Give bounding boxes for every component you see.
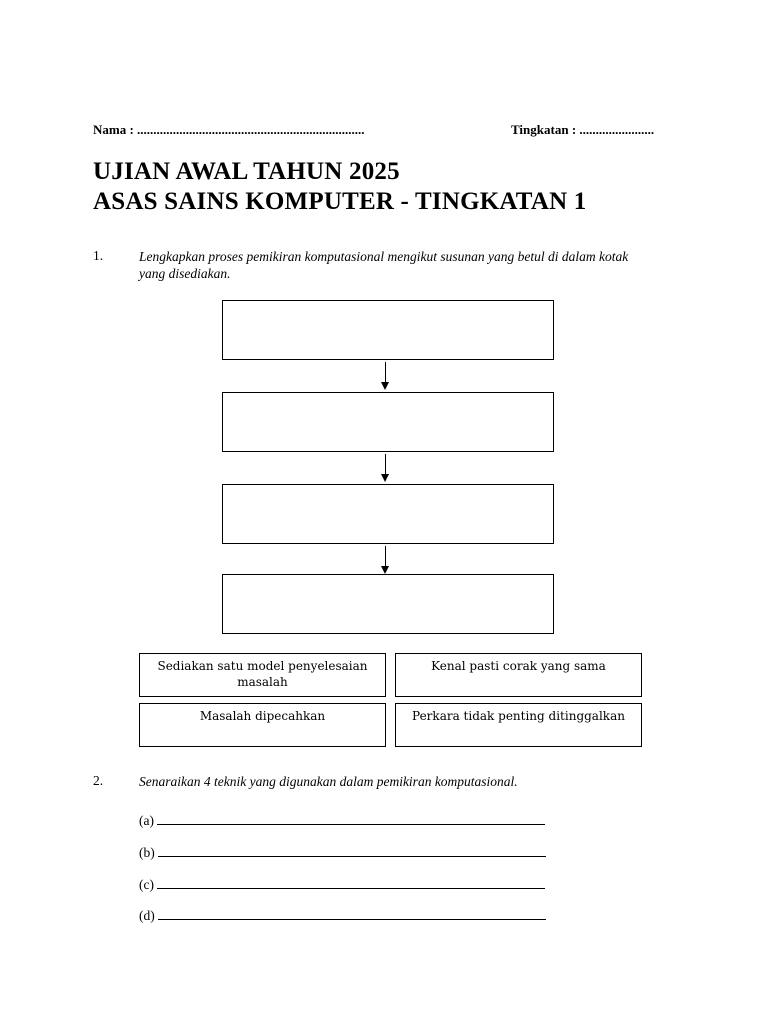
answer-label-b: (b) (139, 845, 155, 860)
option-box-decomposition: Masalah dipecahkan (139, 703, 386, 747)
question-1-text-line-2: yang disediakan. (139, 266, 231, 281)
answer-label-c: (c) (139, 877, 154, 892)
down-arrow-icon (385, 546, 386, 568)
form-field-label: Tingkatan : ....................... (511, 122, 655, 137)
down-arrow-icon (385, 362, 386, 384)
answer-blank-c[interactable] (157, 876, 545, 889)
question-2-text: Senaraikan 4 teknik yang digunakan dalam pemikiran komputasional. (139, 774, 518, 789)
flowchart-answer-box-4[interactable] (222, 574, 554, 634)
question-1-text-line-1: Lengkapkan proses pemikiran komputasional mengikut susunan yang betul di dalam kotak (139, 249, 629, 264)
answer-blank-b[interactable] (158, 844, 546, 857)
question-2-number: 2. (93, 773, 104, 788)
question-1-number: 1. (93, 248, 104, 263)
answer-line-a[interactable] (139, 812, 545, 829)
flowchart-answer-box-1[interactable] (222, 300, 554, 360)
exam-subtitle: ASAS SAINS KOMPUTER - TINGKATAN 1 (93, 188, 587, 215)
answer-label-a: (a) (139, 813, 154, 828)
answer-line-c[interactable] (139, 876, 545, 893)
answer-blank-a[interactable] (157, 812, 545, 825)
flowchart-answer-box-3[interactable] (222, 484, 554, 544)
question-1-text (139, 248, 628, 282)
option-box-model: Sediakan satu model penyelesaian masalah (139, 653, 386, 697)
exam-title: UJIAN AWAL TAHUN 2025 (93, 158, 400, 185)
name-field-label: Nama : ...................................................................... (93, 122, 365, 137)
answer-label-d: (d) (139, 908, 155, 923)
down-arrow-icon (385, 454, 386, 476)
option-box-pattern: Kenal pasti corak yang sama (395, 653, 642, 697)
answer-blank-d[interactable] (158, 907, 546, 920)
answer-line-b[interactable] (139, 844, 546, 861)
option-box-abstraction: Perkara tidak penting ditinggalkan (395, 703, 642, 747)
flowchart-answer-box-2[interactable] (222, 392, 554, 452)
answer-line-d[interactable] (139, 907, 546, 924)
